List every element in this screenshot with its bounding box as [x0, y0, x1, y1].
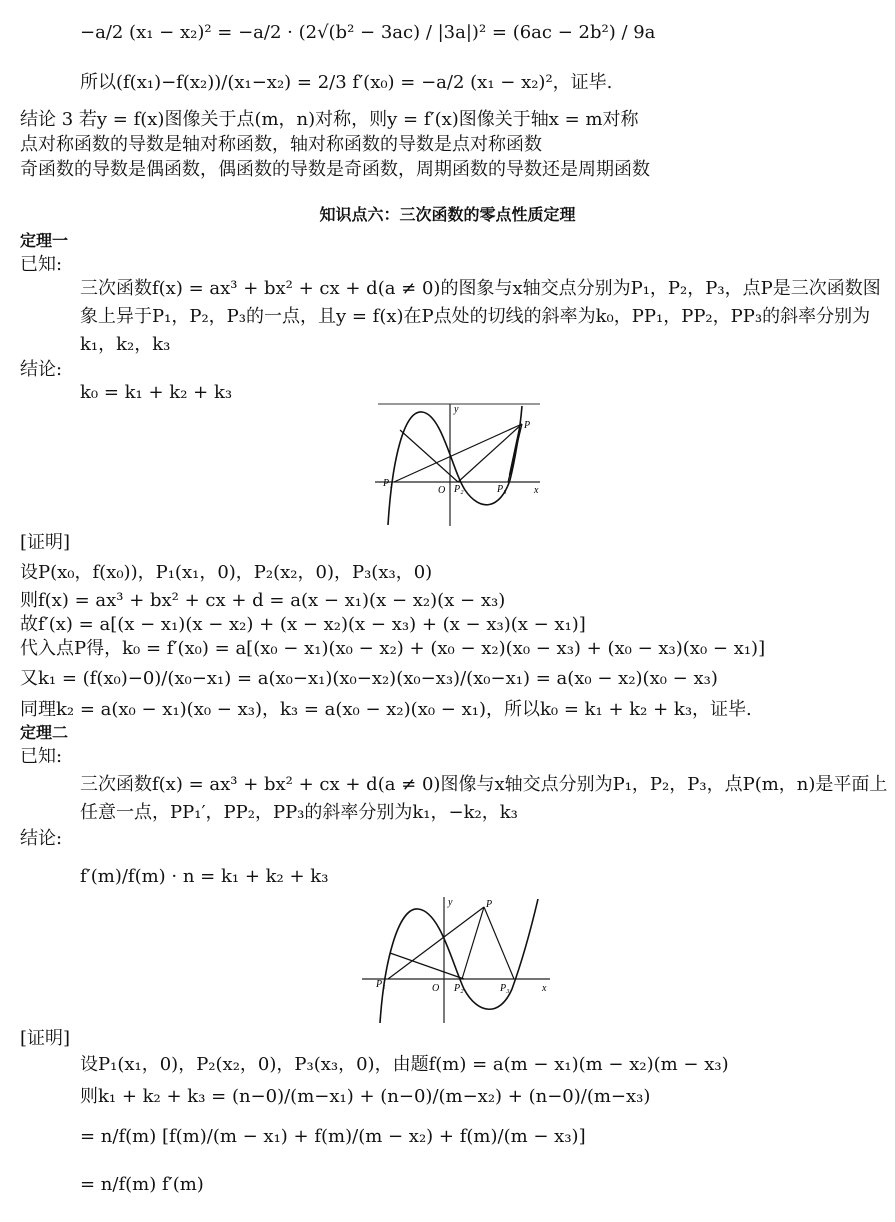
conclusion-3: 结论 3 若y = f(x)图像关于点(m，n)对称，则y = f′(x)图像关于轴x = m对称 — [20, 109, 639, 130]
proof-line: 设P₁(x₁，0)，P₂(x₂，0)，P₃(x₃，0)，由题f(m) = a(m − x₁)(m − x₂)(m − x₃) — [80, 1054, 729, 1075]
p2-label: P₂ — [454, 484, 464, 495]
p3-label: P₃ — [497, 484, 507, 495]
origin-label: O — [438, 485, 446, 496]
theorem1-proof-label: [证明] — [20, 532, 71, 553]
p3-label: P₃ — [500, 983, 510, 994]
section-title: 知识点六：三次函数的零点性质定理 — [319, 205, 576, 224]
theorem2-proof-label: [证明] — [20, 1028, 71, 1049]
p-label: P — [524, 420, 531, 431]
segment-pp1 — [394, 424, 522, 482]
proof-line: 所以(f(x₁)−f(x₂))/(x₁−x₂) = 2/3 f′(x₀) = −a/2 (x₁ − x₂)²，证毕. — [80, 72, 613, 93]
segment-pp2 — [462, 907, 484, 979]
p2-label: P₂ — [454, 983, 464, 994]
theorem2-known-label: 已知: — [20, 746, 63, 767]
proof-line: 则f(x) = ax³ + bx² + cx + d = a(x − x₁)(x − x₂)(x − x₃) — [20, 590, 506, 611]
theorem1-heading: 定理一 — [20, 231, 69, 250]
text-line: 奇函数的导数是偶函数，偶函数的导数是奇函数，周期函数的导数还是周期函数 — [20, 159, 650, 180]
proof-line: 设P(x₀，f(x₀))，P₁(x₁，0)，P₂(x₂，0)，P₃(x₃，0) — [20, 562, 433, 583]
p1-label: P₁ — [376, 979, 386, 990]
cubic-curve — [380, 899, 538, 1023]
cubic-curve — [388, 406, 522, 525]
equation-line: −a/2 (x₁ − x₂)² = −a/2 · (2√(b² − 3ac) / |3a|)² = (6ac − 2b²) / 9a — [80, 22, 656, 43]
helper-line — [390, 953, 464, 979]
p1-label: P₁ — [383, 478, 393, 489]
y-label: y — [448, 897, 453, 908]
theorem1-known-label: 已知: — [20, 254, 63, 275]
segment-pp1 — [388, 907, 484, 979]
theorem2-known-line: 三次函数f(x) = ax³ + bx² + cx + d(a ≠ 0)图像与x轴交点分别为P₁，P₂，P₃，点P(m，n)是平面上 — [80, 774, 888, 795]
y-label: y — [454, 404, 459, 415]
proof-line: 故f′(x) = a[(x − x₁)(x − x₂) + (x − x₂)(x − x₃) + (x − x₃)(x − x₁)] — [20, 614, 586, 635]
segment-pp3 — [484, 907, 514, 979]
proof-line: 同理k₂ = a(x₀ − x₁)(x₀ − x₃)，k₃ = a(x₀ − x₂)(x₀ − x₁)，所以k₀ = k₁ + k₂ + k₃，证毕. — [20, 699, 752, 720]
theorem1-figure — [370, 400, 545, 528]
theorem2-conclusion-label: 结论: — [20, 828, 63, 849]
tangent-line — [510, 428, 520, 475]
theorem2-known-line: 任意一点，PP₁′，PP₂，PP₃的斜率分别为k₁，−k₂，k₃ — [80, 802, 518, 823]
p-label: P — [486, 899, 493, 910]
text-line: 点对称函数的导数是轴对称函数，轴对称函数的导数是点对称函数 — [20, 134, 542, 155]
tangent-helper — [400, 430, 458, 482]
theorem1-conclusion-label: 结论: — [20, 359, 63, 380]
theorem1-conclusion: k₀ = k₁ + k₂ + k₃ — [80, 382, 233, 403]
theorem2-heading: 定理二 — [20, 723, 69, 742]
theorem1-known-line: 三次函数f(x) = ax³ + bx² + cx + d(a ≠ 0)的图象与x轴交点分别为P₁，P₂，P₃，点P是三次函数图 — [80, 278, 881, 299]
theorem1-known-line: k₁，k₂，k₃ — [80, 334, 171, 355]
x-label: x — [542, 983, 547, 994]
proof-line: 则k₁ + k₂ + k₃ = (n−0)/(m−x₁) + (n−0)/(m−x₂) + (n−0)/(m−x₃) — [80, 1086, 651, 1107]
proof-line: = n/f(m) f′(m) — [80, 1174, 204, 1195]
proof-line: 代入点P得，k₀ = f′(x₀) = a[(x₀ − x₁)(x₀ − x₂) + (x₀ − x₂)(x₀ − x₃) + (x₀ − x₃)(x₀ − x₁)] — [20, 638, 766, 659]
origin-label: O — [432, 983, 440, 994]
theorem1-known-line: 象上异于P₁，P₂，P₃的一点，且y = f(x)在P点处的切线的斜率为k₀，PP₁，PP₂，PP₃的斜率分别为 — [80, 306, 871, 327]
proof-line: 又k₁ = (f(x₀)−0)/(x₀−x₁) = a(x₀−x₁)(x₀−x₂)(x₀−x₃)/(x₀−x₁) = a(x₀ − x₂)(x₀ − x₃) — [20, 668, 718, 689]
x-label: x — [534, 485, 539, 496]
proof-line: = n/f(m) [f(m)/(m − x₁) + f(m)/(m − x₂) + f(m)/(m − x₃)] — [80, 1126, 586, 1147]
theorem2-figure — [360, 893, 555, 1025]
theorem2-conclusion: f′(m)/f(m) · n = k₁ + k₂ + k₃ — [80, 866, 329, 887]
